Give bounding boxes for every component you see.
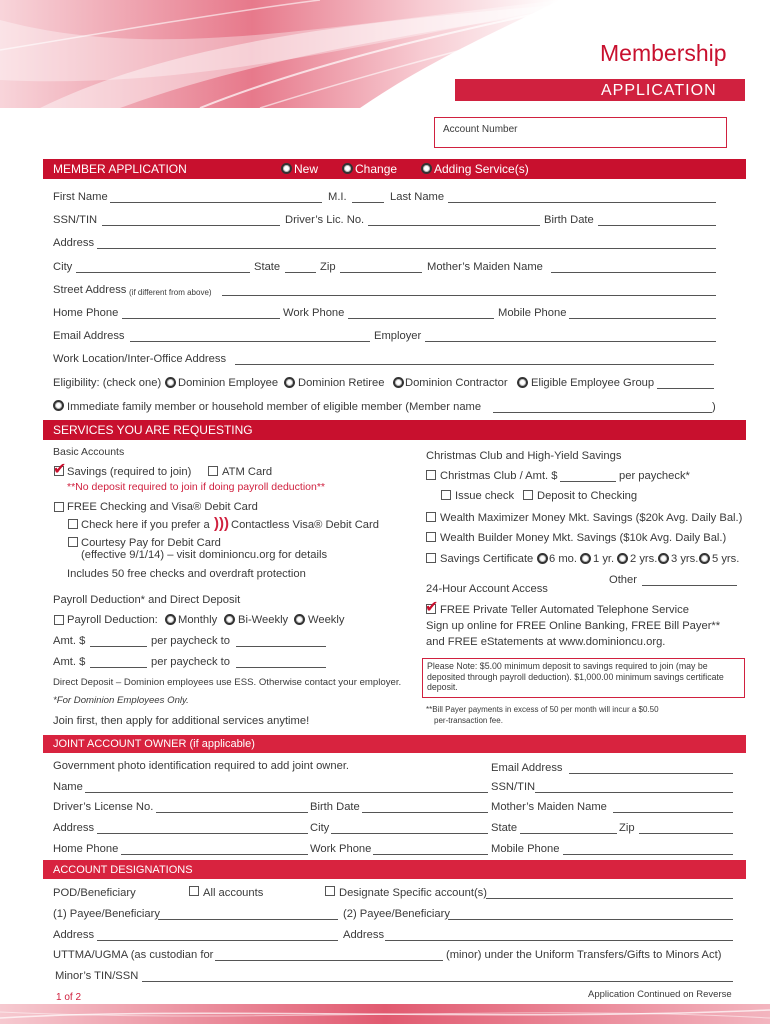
elig-family-line[interactable] [493, 403, 712, 413]
designate-specific-label: Designate Specific account(s) [339, 887, 487, 899]
free-checking-checkbox[interactable] [54, 502, 64, 512]
eligibility-label: Eligibility: (check one) [53, 377, 162, 389]
pod-label: POD/Beneficiary [53, 887, 136, 899]
joint-state-line[interactable] [520, 824, 617, 834]
work-location-line[interactable] [235, 355, 714, 365]
join-first-note: Join first, then apply for additional services anytime! [53, 715, 310, 727]
uttma-tail: (minor) under the Uniform Transfers/Gifts to Minors Act) [446, 949, 722, 961]
minor-tin-line[interactable] [142, 972, 733, 982]
joint-maiden-line[interactable] [613, 803, 733, 813]
joint-maiden-label: Mother’s Maiden Name [491, 801, 607, 813]
elig-group-label: Eligible Employee Group [531, 377, 655, 389]
services-heading: SERVICES YOU ARE REQUESTING [53, 423, 253, 437]
payee2-line[interactable] [448, 910, 733, 920]
joint-mobile-phone-label: Mobile Phone [491, 843, 560, 855]
joint-heading: JOINT ACCOUNT OWNER (if applicable) [53, 738, 255, 750]
first-name-line[interactable] [110, 193, 322, 203]
email-line[interactable] [130, 332, 370, 342]
mobile-phone-label: Mobile Phone [498, 307, 567, 319]
courtesy-pay-label: Courtesy Pay for Debit Card [81, 537, 221, 549]
cert-2yr-radio[interactable] [617, 553, 628, 564]
atm-label: ATM Card [222, 466, 273, 478]
amt2-to-line[interactable] [236, 658, 326, 668]
amt2-per-label: per paycheck to [151, 656, 230, 668]
bill-payer-note-1: **Bill Payer payments in excess of 50 per month will incur a $0.50 [426, 705, 659, 714]
joint-birth-label: Birth Date [310, 801, 360, 813]
payee1-line[interactable] [158, 910, 338, 920]
bill-payer-note-2: per-transaction fee. [434, 716, 503, 725]
pod-address-label: Address [53, 929, 95, 941]
cert-5yr-radio[interactable] [699, 553, 710, 564]
birth-date-label: Birth Date [544, 214, 594, 226]
wealth-maximizer-checkbox[interactable] [426, 512, 436, 522]
please-note-text: Please Note: $5.00 minimum deposit to savings required to join (may be deposited through payroll deduction). $1,000.00 minimum savings certificate deposit. [427, 661, 724, 692]
adding-services-label: Adding Service(s) [434, 162, 529, 176]
joint-city-line[interactable] [331, 824, 488, 834]
email-label: Email Address [53, 330, 125, 342]
cert-1yr-label: 1 yr. [593, 553, 615, 565]
services-bar [43, 420, 746, 440]
amt1-to-line[interactable] [236, 637, 326, 647]
pod-address2-label: Address [343, 929, 385, 941]
joint-home-phone-line[interactable] [121, 845, 308, 855]
payroll-label: Payroll Deduction: [67, 614, 158, 626]
monthly-label: Monthly [178, 614, 218, 626]
photo-id-note: Government photo identification required to add joint owner. [53, 760, 350, 772]
other-label: Other [609, 574, 637, 586]
joint-home-phone-label: Home Phone [53, 843, 119, 855]
page-number: 1 of 2 [56, 992, 82, 1003]
amt1-line[interactable] [90, 637, 147, 647]
account-number-label: Account Number [443, 124, 518, 135]
joint-ssn-line[interactable] [535, 783, 733, 793]
amt1-label: Amt. $ [53, 635, 86, 647]
mobile-phone-line[interactable] [569, 309, 716, 319]
payroll-checkbox[interactable] [54, 615, 64, 625]
joint-ssn-label: SSN/TIN [491, 781, 536, 793]
teller-label: FREE Private Teller Automated Telephone Service [440, 604, 689, 616]
monthly-radio[interactable] [165, 614, 176, 625]
joint-address-line[interactable] [97, 824, 308, 834]
elig-group-radio[interactable] [517, 377, 528, 388]
joint-mobile-phone-line[interactable] [563, 845, 733, 855]
continued-note: Application Continued on Reverse [588, 989, 732, 1000]
new-label: New [294, 162, 319, 176]
cert-6mo-label: 6 mo. [549, 553, 577, 565]
contactless-checkbox[interactable] [68, 519, 78, 529]
basic-accounts-heading: Basic Accounts [53, 446, 125, 458]
free-checking-label: FREE Checking and Visa® Debit Card [67, 501, 258, 513]
state-label: State [254, 261, 281, 273]
street-address-note: (if different from above) [129, 288, 212, 297]
work-phone-line[interactable] [348, 309, 494, 319]
first-name-label: First Name [53, 191, 108, 203]
courtesy-pay-note: (effective 9/1/14) – visit dominioncu.org for details [81, 549, 328, 561]
designate-specific-line[interactable] [486, 889, 733, 899]
ssn-line[interactable] [102, 216, 280, 226]
savings-label: Savings (required to join) [67, 466, 192, 478]
ssn-label: SSN/TIN [53, 214, 98, 226]
elig-group-line[interactable] [657, 379, 714, 389]
cert-1yr-radio[interactable] [580, 553, 591, 564]
employer-label: Employer [374, 330, 422, 342]
amt2-line[interactable] [90, 658, 147, 668]
christmas-per-label: per paycheck* [619, 470, 690, 482]
issue-check-checkbox[interactable] [441, 490, 451, 500]
elig-employee-radio[interactable] [165, 377, 176, 388]
free-checks-note: Includes 50 free checks and overdraft protection [67, 568, 306, 580]
payee2-label: (2) Payee/Beneficiary [343, 908, 450, 920]
drivers-lic-line[interactable] [368, 216, 540, 226]
elig-employee-label: Dominion Employee [178, 377, 279, 389]
member-application-heading: MEMBER APPLICATION [53, 162, 187, 176]
weekly-label: Weekly [308, 614, 345, 626]
joint-email-label: Email Address [491, 762, 563, 774]
street-address-line[interactable] [222, 286, 716, 296]
deposit-checking-checkbox[interactable] [523, 490, 533, 500]
change-label: Change [355, 162, 398, 176]
new-radio[interactable] [281, 163, 292, 174]
designations-bar [43, 860, 746, 879]
page-subtitle: APPLICATION [601, 82, 717, 99]
access-heading: 24-Hour Account Access [426, 583, 548, 595]
estatements-note: and FREE eStatements at www.dominioncu.org. [426, 636, 666, 648]
last-name-line[interactable] [448, 193, 716, 203]
designate-specific-checkbox[interactable] [325, 886, 335, 896]
cert-3yr-radio[interactable] [658, 553, 669, 564]
work-location-label: Work Location/Inter-Office Address [53, 353, 227, 365]
dominion-only-note: *For Dominion Employees Only. [53, 695, 189, 706]
joint-email-line[interactable] [569, 764, 733, 774]
joint-work-phone-label: Work Phone [310, 843, 372, 855]
drivers-lic-label: Driver’s Lic. No. [285, 214, 365, 226]
biweekly-label: Bi-Weekly [238, 614, 289, 626]
mi-label: M.I. [328, 191, 347, 203]
home-phone-line[interactable] [122, 309, 280, 319]
joint-name-label: Name [53, 781, 83, 793]
courtesy-pay-checkbox[interactable] [68, 537, 78, 547]
online-banking-note: Sign up online for FREE Online Banking, FREE Bill Payer** [426, 620, 721, 632]
pod-address-line[interactable] [97, 931, 338, 941]
joint-drivers-label: Driver’s License No. [53, 801, 154, 813]
biweekly-radio[interactable] [224, 614, 235, 625]
weekly-radio[interactable] [294, 614, 305, 625]
christmas-club-label: Christmas Club / Amt. $ [440, 470, 558, 482]
all-accounts-checkbox[interactable] [189, 886, 199, 896]
direct-deposit-note: Direct Deposit – Dominion employees use ESS. Otherwise contact your employer. [53, 677, 402, 688]
cert-5yr-label: 5 yrs. [712, 553, 740, 565]
amt2-label: Amt. $ [53, 656, 86, 668]
home-phone-label: Home Phone [53, 307, 119, 319]
elig-family-radio[interactable] [53, 400, 64, 411]
address-label: Address [53, 237, 95, 249]
street-address-label: Street Address [53, 284, 127, 296]
wealth-maximizer-label: Wealth Maximizer Money Mkt. Savings ($20k Avg. Daily Bal.) [440, 512, 743, 524]
birth-date-line[interactable] [598, 216, 716, 226]
payee1-label: (1) Payee/Beneficiary [53, 908, 160, 920]
pod-address2-line[interactable] [385, 931, 733, 941]
designations-heading: ACCOUNT DESIGNATIONS [53, 863, 193, 876]
cert-2yr-label: 2 yrs. [630, 553, 658, 565]
joint-name-line[interactable] [85, 783, 488, 793]
wealth-builder-label: Wealth Builder Money Mkt. Savings ($10k Avg. Daily Bal.) [440, 532, 727, 544]
christmas-heading: Christmas Club and High-Yield Savings [426, 450, 622, 462]
contactless-post-label: Contactless Visa® Debit Card [231, 519, 379, 531]
atm-checkbox[interactable] [208, 466, 218, 476]
adding-services-radio[interactable] [421, 163, 432, 174]
joint-bar [43, 735, 746, 753]
elig-family-label: Immediate family member or household member of eligible member (Member name [67, 401, 482, 413]
address-line[interactable] [97, 239, 716, 249]
elig-retiree-label: Dominion Retiree [298, 377, 385, 389]
payroll-heading: Payroll Deduction* and Direct Deposit [53, 594, 241, 606]
uttma-line[interactable] [215, 951, 443, 961]
zip-line[interactable] [340, 263, 422, 273]
elig-contractor-radio[interactable] [393, 377, 404, 388]
joint-birth-line[interactable] [362, 803, 488, 813]
work-phone-label: Work Phone [283, 307, 345, 319]
city-line[interactable] [76, 263, 250, 273]
cert-6mo-radio[interactable] [537, 553, 548, 564]
other-line[interactable] [642, 576, 737, 586]
contactless-pre-label: Check here if you prefer a [81, 519, 210, 531]
change-radio[interactable] [342, 163, 353, 174]
teller-checkmark-icon: ✔ [425, 599, 439, 616]
savings-cert-label: Savings Certificate [440, 553, 534, 565]
page-title: Membership [600, 40, 727, 66]
no-deposit-note: **No deposit required to join if doing payroll deduction** [67, 481, 325, 493]
elig-family-close: ) [712, 401, 716, 413]
mothers-maiden-label: Mother’s Maiden Name [427, 261, 543, 273]
elig-contractor-label: Dominion Contractor [405, 377, 508, 389]
last-name-label: Last Name [390, 191, 445, 203]
amt1-per-label: per paycheck to [151, 635, 230, 647]
cert-3yr-label: 3 yrs. [671, 553, 699, 565]
joint-zip-label: Zip [619, 822, 635, 834]
joint-drivers-line[interactable] [156, 803, 308, 813]
contactless-icon: ))) [214, 515, 229, 532]
issue-check-label: Issue check [455, 490, 515, 502]
uttma-label: UTTMA/UGMA (as custodian for [53, 949, 214, 961]
mi-line[interactable] [352, 193, 384, 203]
all-accounts-label: All accounts [203, 887, 264, 899]
deposit-checking-label: Deposit to Checking [537, 490, 638, 502]
joint-work-phone-line[interactable] [373, 845, 488, 855]
joint-zip-line[interactable] [639, 824, 733, 834]
state-line[interactable] [285, 263, 316, 273]
employer-line[interactable] [425, 332, 716, 342]
footer-swoosh-graphic [0, 1004, 770, 1024]
christmas-amt-line[interactable] [560, 472, 616, 482]
wealth-builder-checkbox[interactable] [426, 532, 436, 542]
joint-address-label: Address [53, 822, 95, 834]
mothers-maiden-line[interactable] [551, 263, 716, 273]
joint-state-label: State [491, 822, 518, 834]
city-label: City [53, 261, 73, 273]
savings-cert-checkbox[interactable] [426, 553, 436, 563]
minor-tin-label: Minor’s TIN/SSN [55, 970, 139, 982]
elig-retiree-radio[interactable] [284, 377, 295, 388]
savings-checkmark-icon: ✔ [53, 461, 67, 478]
zip-label: Zip [320, 261, 336, 273]
christmas-club-checkbox[interactable] [426, 470, 436, 480]
joint-city-label: City [310, 822, 330, 834]
